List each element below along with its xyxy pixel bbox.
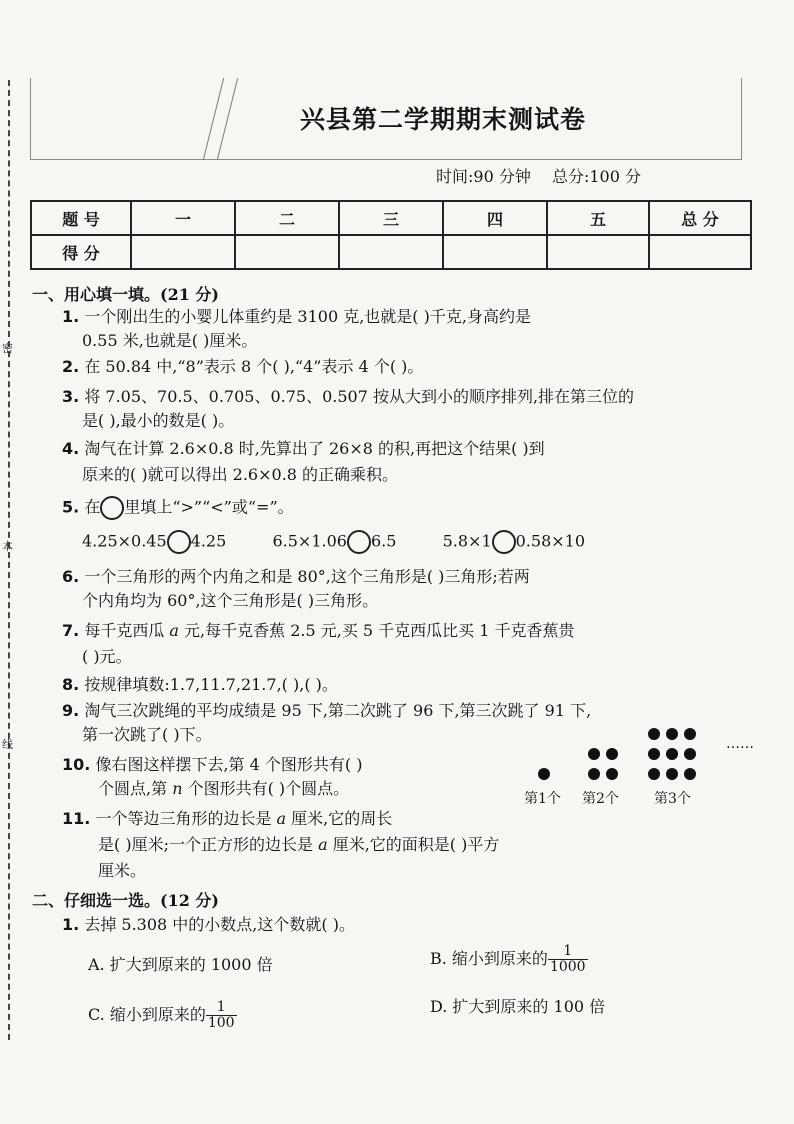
dot [666,768,678,780]
score-header-cell: 一 [131,201,235,235]
option-a[interactable]: A. 扩大到原来的 1000 倍 [88,955,273,974]
question-4-line-1: 4. 淘气在计算 2.6×0.8 时,先算出了 26×8 的积,再把这个结果( )到 [62,439,545,458]
score-input-cell[interactable] [235,235,339,269]
score-header-cell: 二 [235,201,339,235]
figure-label-1: 第1个 [524,791,561,807]
question-5-line-1: 5. 在 里填上“>”“<”或“=”。 [62,496,294,520]
question-8-line-1: 8. 按规律填数:1.7,11.7,21.7,( ),( )。 [62,675,338,694]
figure-label-2: 第2个 [582,791,619,807]
exam-time: 时间:90 分钟 [436,167,531,186]
score-input-cell[interactable] [339,235,443,269]
score-table-score-row [31,235,751,269]
figure-ellipsis: …… [726,736,754,752]
figure-label-3: 第3个 [654,791,691,807]
dot [648,728,660,740]
fraction: $\frac{1}{1000}$ [549,943,586,975]
question-2-line-1: 2. 在 50.84 中,“8”表示 8 个( ),“4”表示 4 个( )。 [62,357,424,376]
score-header-cell: 三 [339,201,443,235]
question-11-line-1: 11. 一个等边三角形的边长是 a 厘米,它的周长 [62,809,393,828]
side-mark-1: 密 [2,342,13,355]
question-3-line-1: 3. 将 7.05、70.5、0.705、0.75、0.507 按从大到小的顺序排列,排在第三位的 [62,387,635,406]
score-header-cell: 四 [443,201,547,235]
question-7-line-2: ( )元。 [82,647,132,666]
option-d[interactable]: D. 扩大到原来的 100 倍 [430,997,606,1016]
question-9-line-2: 第一次跳了( )下。 [82,725,212,744]
page-title: 兴县第二学期期末测试卷 [300,105,587,134]
question-4-line-2: 原来的( )就可以得出 2.6×0.8 的正确乘积。 [82,465,399,484]
answer-circle-1[interactable] [167,530,191,554]
dot [666,748,678,760]
score-table-header-row [31,201,751,235]
answer-circle-3[interactable] [492,530,516,554]
dot [588,768,600,780]
dot [538,768,550,780]
dot [684,728,696,740]
score-table [30,200,752,270]
exam-meta [436,164,657,187]
question-1-line-1: 1. 一个刚出生的小婴儿体重约是 3100 克,也就是( )千克,身高约是 [62,307,531,326]
score-row-label: 得 分 [31,235,131,269]
answer-circle-2[interactable] [347,530,371,554]
side-mark-2: 本 [2,540,13,553]
dot [648,748,660,760]
section-2-title: 二、仔细选一选。(12 分) [32,891,219,910]
score-header-cell: 五 [547,201,649,235]
score-header-cell: 总 分 [649,201,751,235]
question-3-line-2: 是( ),最小的数是( )。 [82,411,235,430]
fraction: $\frac{1}{100}$ [207,999,235,1031]
question-5-expressions: 4.25×0.45 4.25 6.5×1.06 6.5 5.8×1 0.58×10 [82,530,585,554]
binding-dashed-line [8,80,10,1040]
score-input-cell[interactable] [547,235,649,269]
side-mark-3: 线 [2,738,13,751]
question-11-line-3: 厘米。 [98,861,147,880]
dot-pattern-figure [520,724,790,810]
compare-circle-icon [100,496,124,520]
dot [588,748,600,760]
section-2-question-1: 1. 去掉 5.308 中的小数点,这个数就( )。 [62,915,355,934]
question-10-line-1: 10. 像右图这样摆下去,第 4 个图形共有( ) [62,755,363,774]
exam-total: 总分:100 分 [551,167,641,186]
question-9-line-1: 9. 淘气三次跳绳的平均成绩是 95 下,第二次跳了 96 下,第三次跳了 91 下, [62,701,592,720]
dot [648,768,660,780]
section-1-title: 一、用心填一填。(21 分) [32,285,219,304]
question-6-line-2: 个内角均为 60°,这个三角形是( )三角形。 [82,591,379,610]
score-input-cell[interactable] [649,235,751,269]
option-b[interactable]: B. 缩小到原来的 $\frac{1}{1000}$ [430,943,586,975]
question-6-line-1: 6. 一个三角形的两个内角之和是 80°,这个三角形是( )三角形;若两 [62,567,530,586]
dot [666,728,678,740]
score-input-cell[interactable] [131,235,235,269]
question-10-line-2: 个圆点,第 n 个图形共有( )个圆点。 [98,779,350,798]
dot [606,748,618,760]
question-7-line-1: 7. 每千克西瓜 a 元,每千克香蕉 2.5 元,买 5 千克西瓜比买 1 千克香蕉贵 [62,621,575,640]
question-11-line-2: 是( )厘米;一个正方形的边长是 a 厘米,它的面积是( )平方 [98,835,500,854]
dot [684,768,696,780]
score-input-cell[interactable] [443,235,547,269]
dot [684,748,696,760]
dot [606,768,618,780]
option-c[interactable]: C. 缩小到原来的 $\frac{1}{100}$ [88,999,235,1031]
score-header-cell: 题 号 [31,201,131,235]
question-1-line-2: 0.55 米,也就是( )厘米。 [82,331,258,350]
